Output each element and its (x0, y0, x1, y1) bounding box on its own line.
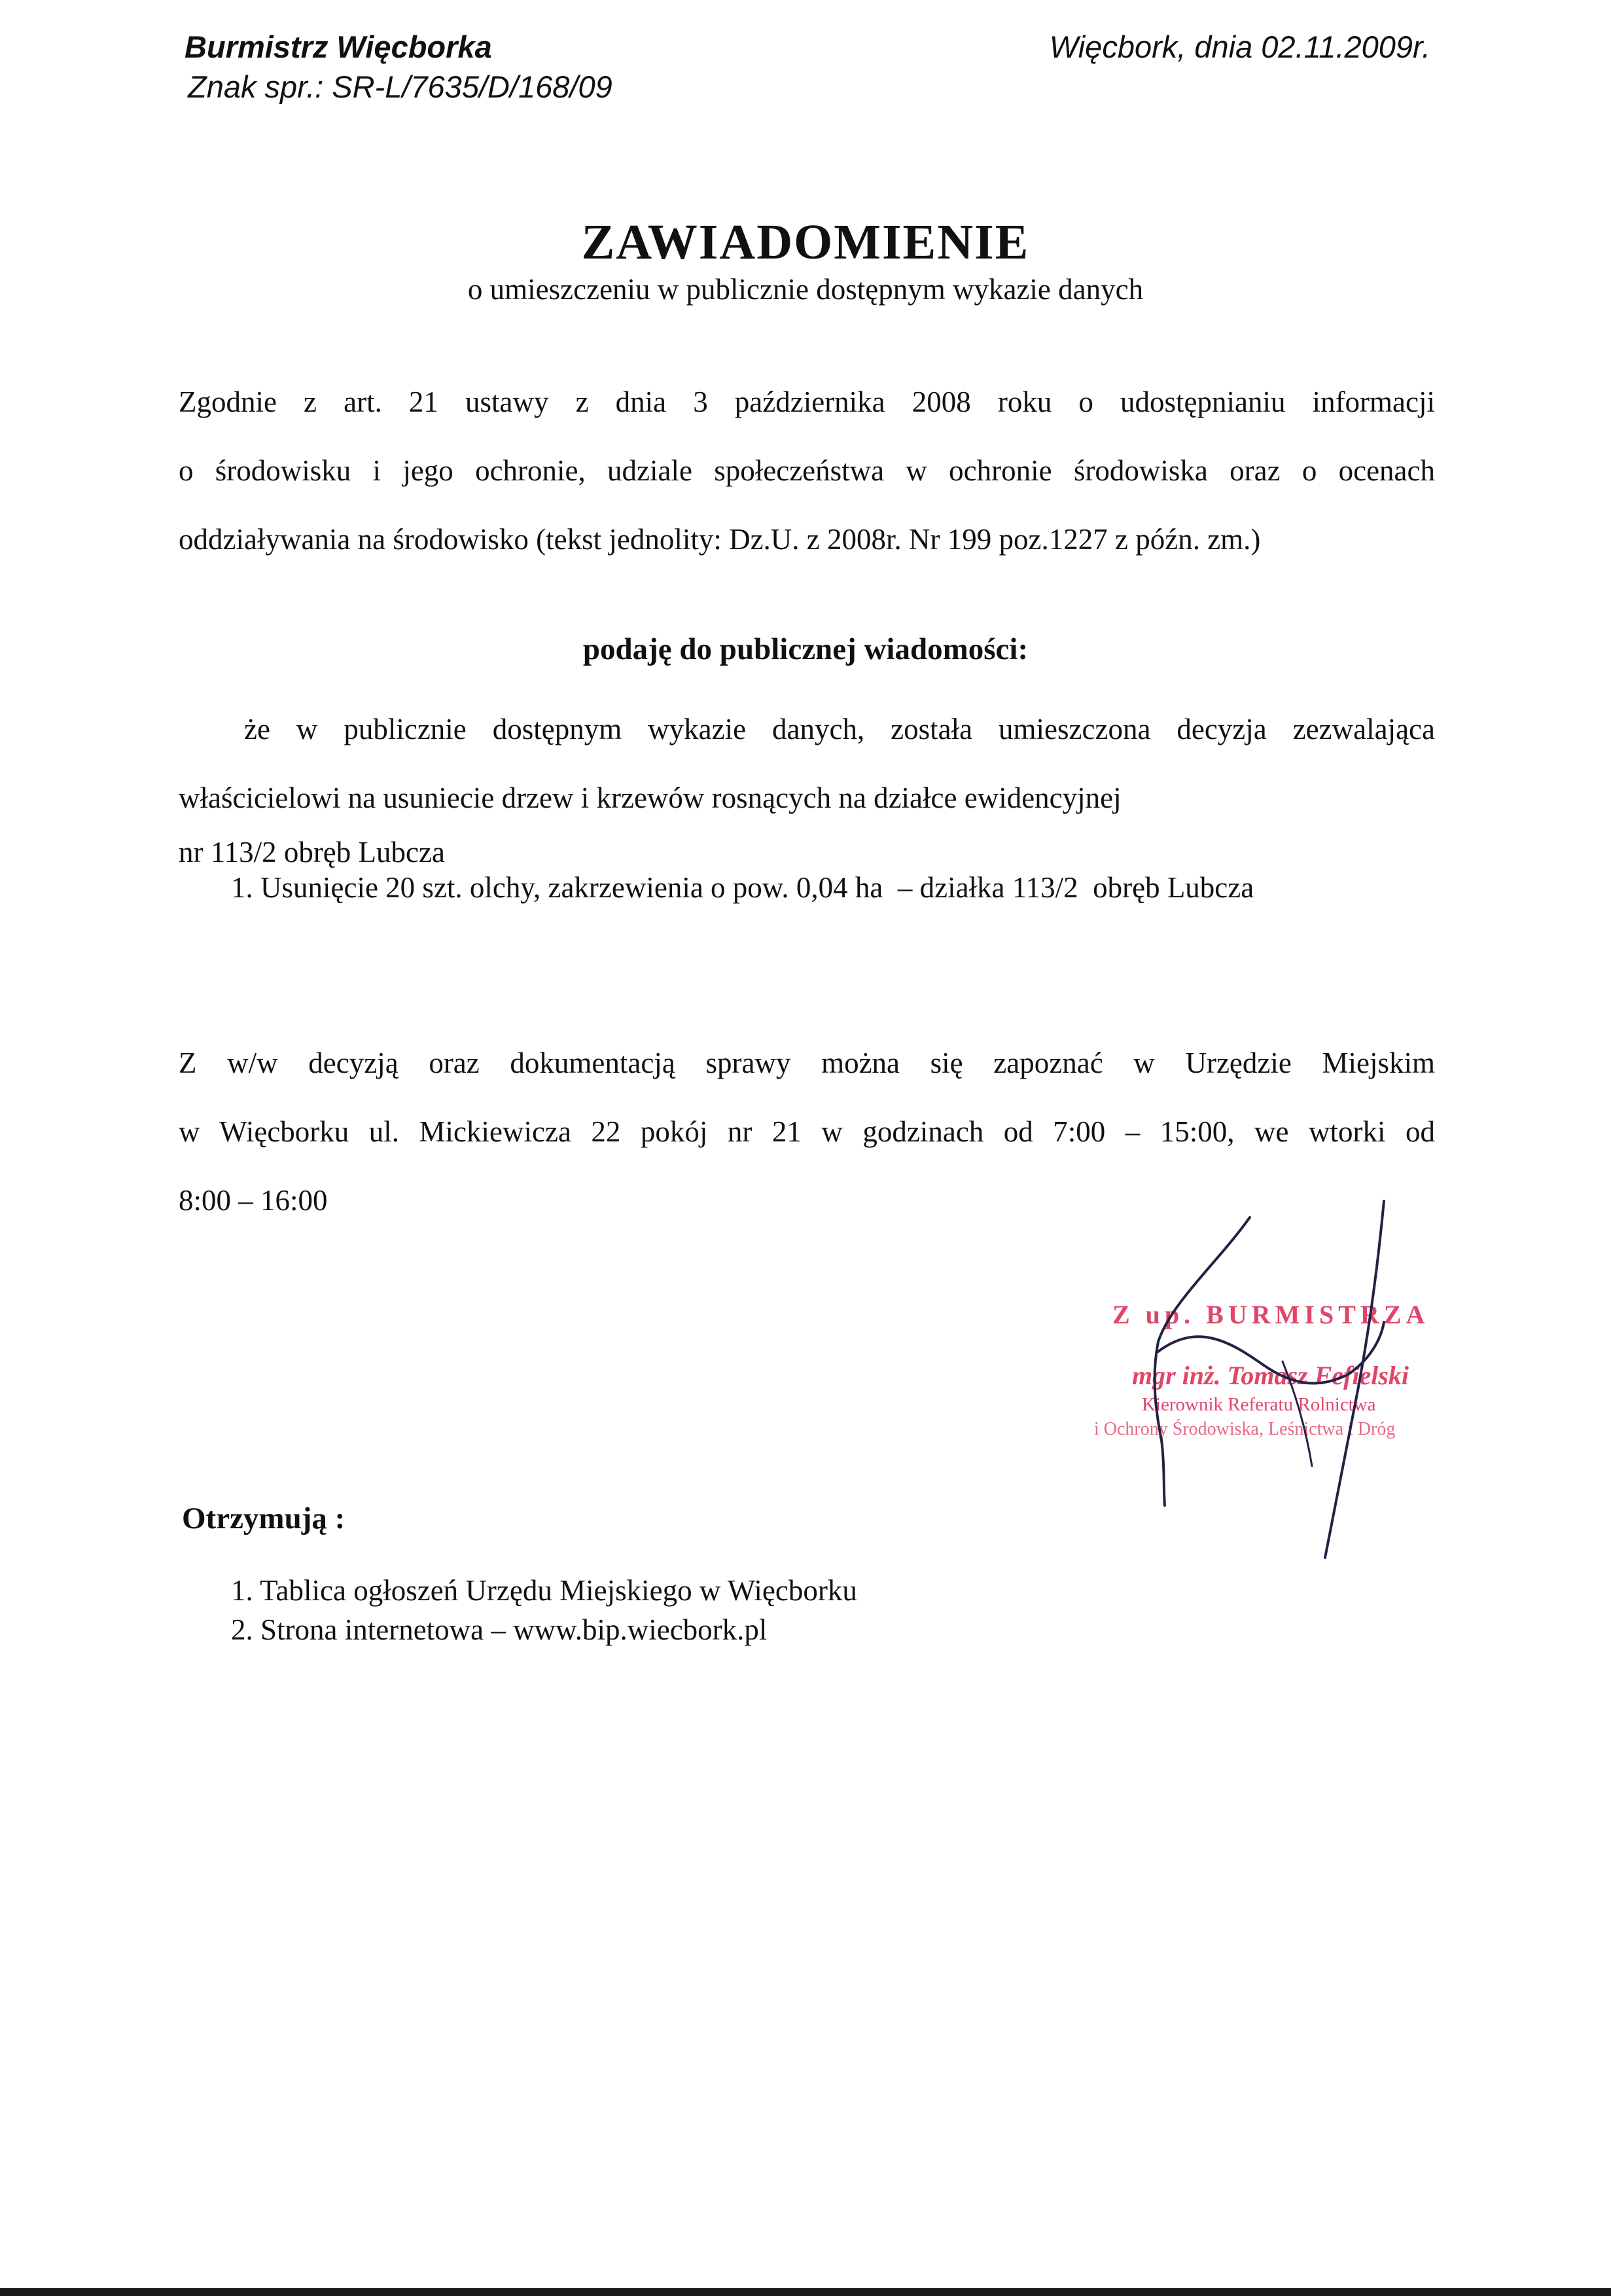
recipient-item: 2. Strona internetowa – www.bip.wiecbork.pl (231, 1613, 768, 1646)
paragraph-line: Z w/w decyzją oraz dokumentacją sprawy można się zapoznać w Urzędzie Miejskim (179, 1047, 1435, 1079)
stamp-line: i Ochrony Środowiska, Leśnictwa i Dróg (1094, 1419, 1396, 1439)
paragraph-line: że w publicznie dostępnym wykazie danych, została umieszczona decyzja zezwalająca (244, 713, 1435, 745)
issuer-name: Burmistrz Więcborka (185, 29, 492, 64)
paragraph-line: o środowisku i jego ochronie, udziale społeczeństwa w ochronie środowiska oraz o ocenach (179, 454, 1435, 487)
decision-item: 1. Usunięcie 20 szt. olchy, zakrzewienia o pow. 0,04 ha – działka 113/2 obręb Lubcza (231, 871, 1254, 904)
decision-paragraph (179, 695, 1435, 872)
paragraph-line: oddziaływania na środowisko (tekst jednolity: Dz.U. z 2008r. Nr 199 poz.1227 z późn. zm.) (179, 523, 1261, 556)
stamp-line: Kierownik Referatu Rolnictwa (1142, 1394, 1376, 1415)
document-subtitle: o umieszczeniu w publicznie dostępnym wykazie danych (467, 273, 1144, 306)
handwritten-signature (1047, 1191, 1505, 1617)
paragraph-line: Zgodnie z art. 21 ustawy z dnia 3 października 2008 roku o udostępnianiu informacji (179, 386, 1435, 418)
paragraph-line: nr 113/2 obręb Lubcza (179, 836, 445, 869)
place-and-date: Więcbork, dnia 02.11.2009r. (1049, 29, 1430, 64)
recipient-item: 1. Tablica ogłoszeń Urzędu Miejskiego w Więcborku (231, 1574, 857, 1607)
recipients-heading: Otrzymują : (182, 1501, 345, 1535)
paragraph-line: właścicielowi na usuniecie drzew i krzewów rosnących na działce ewidencyjnej (179, 781, 1122, 814)
scan-edge (0, 2288, 1611, 2296)
announcement-heading: podaję do publicznej wiadomości: (582, 632, 1029, 666)
stamp-name: mgr inż. Tomasz Fefielski (1132, 1361, 1409, 1390)
paragraph-line: 8:00 – 16:00 (179, 1184, 328, 1217)
legal-basis-paragraph (179, 368, 1435, 574)
case-reference: Znak spr.: SR-L/7635/D/168/09 (188, 69, 612, 104)
document-title: ZAWIADOMIENIE (581, 215, 1030, 270)
stamp-line: Z up. BURMISTRZA (1112, 1300, 1430, 1329)
paragraph-line: w Więcborku ul. Mickiewicza 22 pokój nr 21 w godzinach od 7:00 – 15:00, we wtorki od (179, 1115, 1435, 1148)
